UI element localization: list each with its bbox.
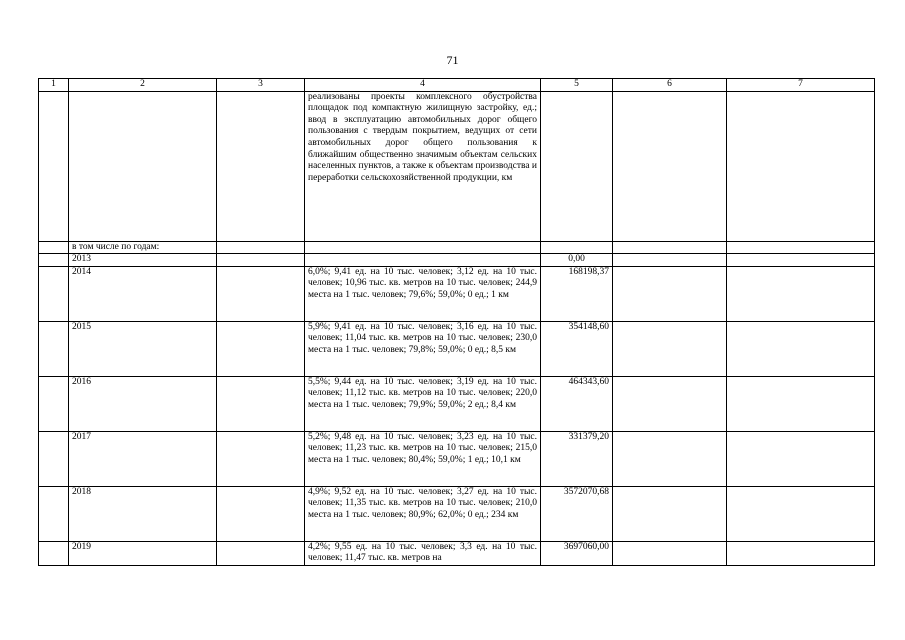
table-row — [39, 321, 875, 376]
intro-row — [39, 91, 875, 241]
table-cell — [613, 541, 727, 565]
table-cell — [39, 254, 69, 267]
table-cell — [39, 486, 69, 541]
column-header: 6 — [613, 79, 727, 92]
table-row — [39, 541, 875, 565]
table-cell — [217, 486, 305, 541]
table-cell — [69, 91, 217, 241]
table-cell — [727, 376, 875, 431]
year-cell: 2017 — [69, 431, 217, 486]
table-cell — [727, 241, 875, 254]
table-cell — [541, 241, 613, 254]
table-cell — [727, 321, 875, 376]
indicators-cell — [305, 254, 541, 267]
table-cell — [727, 91, 875, 241]
table-row — [39, 254, 875, 267]
table-cell — [217, 91, 305, 241]
column-header: 5 — [541, 79, 613, 92]
table-cell — [217, 431, 305, 486]
table-cell — [39, 541, 69, 565]
table-cell — [217, 541, 305, 565]
year-cell: 2019 — [69, 541, 217, 565]
table-cell — [217, 241, 305, 254]
table-cell — [217, 266, 305, 321]
table-row — [39, 376, 875, 431]
table-cell — [727, 266, 875, 321]
table-row — [39, 431, 875, 486]
table-cell — [39, 266, 69, 321]
column-number-row — [39, 79, 875, 92]
table-cell — [39, 241, 69, 254]
indicators-cell: 5,5%; 9,44 ед. на 10 тыс. человек; 3,19 ед. на 10 тыс. человек; 11,12 тыс. кв. метров на 10 тыс. человек; 220,0 места на 1 тыс. человек; 79,9%; 59,0%; 2 ед.; 8,4 км — [305, 376, 541, 431]
table-cell — [217, 254, 305, 267]
indicators-cell: 5,9%; 9,41 ед. на 10 тыс. человек; 3,16 ед. на 10 тыс. человек; 11,04 тыс. кв. метров на 10 тыс. человек; 230,0 места на 1 тыс. человек; 79,8%; 59,0%; 0 ед.; 8,5 км — [305, 321, 541, 376]
indicators-cell: 4,9%; 9,52 ед. на 10 тыс. человек; 3,27 ед. на 10 тыс. человек; 11,35 тыс. кв. метров на 10 тыс. человек; 210,0 места на 1 тыс. человек; 80,9%; 62,0%; 0 ед.; 234 км — [305, 486, 541, 541]
table-cell — [217, 376, 305, 431]
table-cell — [727, 254, 875, 267]
table-row — [39, 486, 875, 541]
table-cell — [39, 321, 69, 376]
table-cell — [727, 486, 875, 541]
amount-cell: 354148,60 — [541, 321, 613, 376]
table-cell — [613, 241, 727, 254]
amount-cell: 3697060,00 — [541, 541, 613, 565]
table-cell — [217, 321, 305, 376]
table-cell — [613, 254, 727, 267]
table-cell — [39, 91, 69, 241]
table-cell — [613, 91, 727, 241]
table-cell — [39, 376, 69, 431]
table-cell — [727, 431, 875, 486]
column-header: 4 — [305, 79, 541, 92]
by-years-row — [39, 241, 875, 254]
table-cell — [613, 376, 727, 431]
column-header: 1 — [39, 79, 69, 92]
year-cell: 2013 — [69, 254, 217, 267]
amount-cell: 3572070,68 — [541, 486, 613, 541]
year-cell: 2016 — [69, 376, 217, 431]
year-cell: 2018 — [69, 486, 217, 541]
column-header: 2 — [69, 79, 217, 92]
indicators-cell: 5,2%; 9,48 ед. на 10 тыс. человек; 3,23 ед. на 10 тыс. человек; 11,23 тыс. кв. метров на 10 тыс. человек; 215,0 места на 1 тыс. человек; 80,4%; 59,0%; 1 ед.; 10,1 км — [305, 431, 541, 486]
column-header: 7 — [727, 79, 875, 92]
by-years-label: в том числе по годам: — [69, 241, 217, 254]
indicators-cell: 4,2%; 9,55 ед. на 10 тыс. человек; 3,3 ед. на 10 тыс. человек; 11,47 тыс. кв. метров на — [305, 541, 541, 565]
table-row — [39, 266, 875, 321]
table-cell — [613, 431, 727, 486]
table-cell — [39, 431, 69, 486]
table-cell — [305, 241, 541, 254]
table-cell — [613, 486, 727, 541]
table-cell — [613, 266, 727, 321]
page-number: 71 — [446, 53, 459, 67]
indicators-cell: 6,0%; 9,41 ед. на 10 тыс. человек; 3,12 ед. на 10 тыс. человек; 10,96 тыс. кв. метров на 10 тыс. человек; 244,9 места на 1 тыс. человек; 79,6%; 59,0%; 0 ед.; 1 км — [305, 266, 541, 321]
amount-cell: 331379,20 — [541, 431, 613, 486]
table-cell — [541, 91, 613, 241]
amount-cell: 464343,60 — [541, 376, 613, 431]
column-header: 3 — [217, 79, 305, 92]
year-cell: 2014 — [69, 266, 217, 321]
indicator-text-cell: реализованы проекты комплексного обустройства площадок под компактную жилищную застройку, ед.; ввод в эксплуатацию автомобильных дорог общего пользования с твердым покрытием, ведущих от сети автомобильных дорог общего пользования к ближайшим общественно значимым объектам сельских населенных пунктов, а также к объектам производства и переработки сельскохозяйственной продукции, км — [305, 91, 541, 241]
table-cell — [613, 321, 727, 376]
program-table — [38, 78, 875, 566]
amount-cell: 168198,37 — [541, 266, 613, 321]
amount-cell: 0,00 — [541, 254, 613, 267]
table-cell — [727, 541, 875, 565]
year-cell: 2015 — [69, 321, 217, 376]
